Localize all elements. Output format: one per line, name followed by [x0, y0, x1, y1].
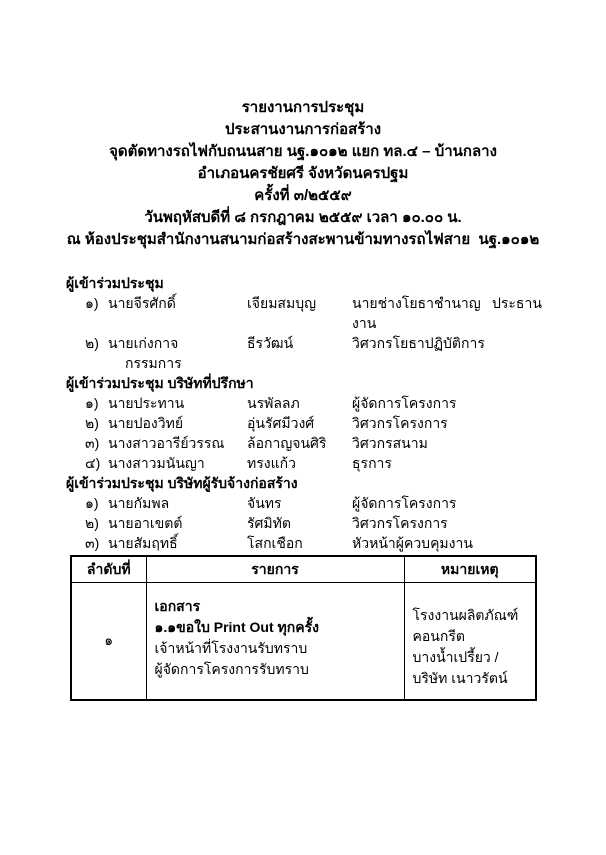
attendee-sections	[66, 273, 540, 553]
attendee-number: ๒)	[85, 515, 99, 531]
attendee-role	[492, 433, 540, 453]
item-line-request: ๑.๑ขอใบ Print Out ทุกครั้ง	[154, 618, 319, 635]
attendee-number: ๑)	[85, 395, 99, 411]
attendee-role	[492, 413, 540, 433]
attendee-row	[66, 493, 540, 513]
attendee-position: วิศวกรโครงการ	[352, 415, 448, 431]
attendee-number: ๒)	[85, 335, 99, 351]
title-line-venue: ณ ห้องประชุมสำนักงานสนามก่อสร้างสะพานข้ามทางรถไฟสาย นฐ.๑๐๑๒	[66, 231, 540, 248]
attendee-number: ๑)	[85, 295, 99, 311]
attendee-role	[492, 393, 540, 413]
attendee-last-name: อุ่นรัศมีวงศ์	[247, 415, 315, 431]
attendee-last-name: ทรงแก้ว	[247, 455, 296, 471]
title-line-location-road: จุดตัดทางรถไฟกับถนนสาย นฐ.๑๐๑๒ แยก ทล.๔ – บ้านกลาง	[109, 143, 497, 160]
attendee-number: ๓)	[85, 435, 100, 451]
attendee-row	[66, 413, 540, 433]
attendee-row	[66, 293, 540, 333]
row-item-cell	[146, 582, 404, 700]
section-heading: ผู้เข้าร่วมประชุม บริษัทที่ปรึกษา	[66, 375, 254, 391]
item-line-ack-pm: ผู้จัดการโครงการรับทราบ	[154, 660, 309, 677]
title-line-district: อำเภอนครชัยศรี จังหวัดนครปฐม	[197, 165, 409, 182]
attendee-position: ผู้จัดการโครงการ	[352, 495, 457, 511]
document-title-block	[66, 97, 540, 251]
attendee-number: ๒)	[85, 415, 99, 431]
title-line-subject: ประสานงานการก่อสร้าง	[224, 121, 382, 138]
attendee-last-name: จันทร	[247, 495, 282, 511]
attendee-row	[66, 393, 540, 413]
attendee-first-name: นายประทาน	[108, 395, 185, 411]
attendee-role	[492, 453, 540, 473]
attendee-first-name: นายกัมพล	[108, 495, 170, 511]
attendee-position: วิศวกรสนาม	[352, 435, 428, 451]
attendee-position: ธุรการ	[352, 455, 392, 471]
title-line-meeting-number: ครั้งที่ ๓/๒๕๕๙	[254, 187, 352, 204]
attendees-section-contractor	[66, 473, 540, 553]
title-line-date-time: วันพฤหัสบดีที่ ๘ กรกฎาคม ๒๕๕๙ เวลา ๑๐.๐๐ น.	[144, 209, 462, 226]
table-header-row	[71, 556, 536, 582]
item-line-ack-factory: เจ้าหน้าที่โรงงานรับทราบ	[154, 639, 308, 656]
attendee-position: ผู้จัดการโครงการ	[352, 395, 457, 411]
attendee-row	[66, 453, 540, 473]
table-header-order: ลำดับที่	[71, 556, 146, 582]
attendee-row	[66, 433, 540, 453]
attendee-row	[66, 513, 540, 533]
row-number-cell: ๑	[71, 582, 146, 700]
attendee-row	[66, 333, 540, 353]
attendee-first-name: นายจีรศักดิ์	[108, 295, 176, 311]
minutes-table	[70, 555, 537, 701]
attendee-row	[66, 533, 540, 553]
attendee-number: ๑)	[85, 495, 99, 511]
attendees-section-main	[66, 273, 540, 373]
attendee-last-name: เจียมสมบุญ	[247, 295, 317, 311]
attendee-role	[492, 513, 540, 533]
attendee-role	[492, 533, 540, 553]
attendee-first-name: นายปองวิทย์	[108, 415, 184, 431]
attendee-last-name: ล้อกาญจนศิริ	[247, 435, 327, 451]
table-header-remark: หมายเหตุ	[404, 556, 536, 582]
attendee-role	[492, 333, 540, 353]
attendee-role: ประธาน	[492, 295, 542, 311]
attendee-position: วิศวกรโครงการ	[352, 515, 448, 531]
attendee-role	[492, 493, 540, 513]
attendee-first-name: นางสาวอารีย์วรรณ	[108, 435, 225, 451]
item-line-topic: เอกสาร	[154, 597, 201, 614]
attendees-section-consultant	[66, 373, 540, 473]
attendee-first-name: นายเก่งกาจ	[108, 335, 179, 351]
attendee-position: นายช่างโยธาชำนาญงาน	[352, 295, 481, 331]
title-line-report: รายงานการประชุม	[241, 99, 365, 116]
table-row	[71, 582, 536, 700]
table-header-item: รายการ	[146, 556, 404, 582]
attendee-position: วิศวกรโยธาปฏิบัติการ	[352, 335, 485, 351]
attendee-last-name: รัศมิทัต	[247, 515, 291, 531]
attendee-first-name: นายอาเขตต์	[108, 515, 183, 531]
attendee-position: หัวหน้าผู้ควบคุมงาน	[352, 535, 473, 551]
attendee-last-name: ธีรวัฒน์	[247, 335, 294, 351]
committee-note: กรรมการ	[125, 355, 182, 371]
attendee-first-name: นายสัมฤทธิ์	[108, 535, 178, 551]
section-heading: ผู้เข้าร่วมประชุม	[66, 275, 164, 291]
attendee-last-name: โสกเชือก	[247, 535, 303, 551]
section-heading: ผู้เข้าร่วมประชุม บริษัทผู้รับจ้างก่อสร้าง	[66, 475, 298, 491]
row-remark-cell	[404, 582, 536, 700]
attendee-last-name: นรพัลลภ	[247, 395, 300, 411]
attendee-first-name: นางสาวมนันญา	[108, 455, 205, 471]
attendee-number: ๓)	[85, 535, 100, 551]
attendee-number: ๔)	[85, 455, 101, 471]
remark-text: โรงงานผลิตภัณฑ์ คอนกรีต บางน้ำเปรี้ยว / บริษัท เนาวรัตน์	[412, 607, 519, 686]
